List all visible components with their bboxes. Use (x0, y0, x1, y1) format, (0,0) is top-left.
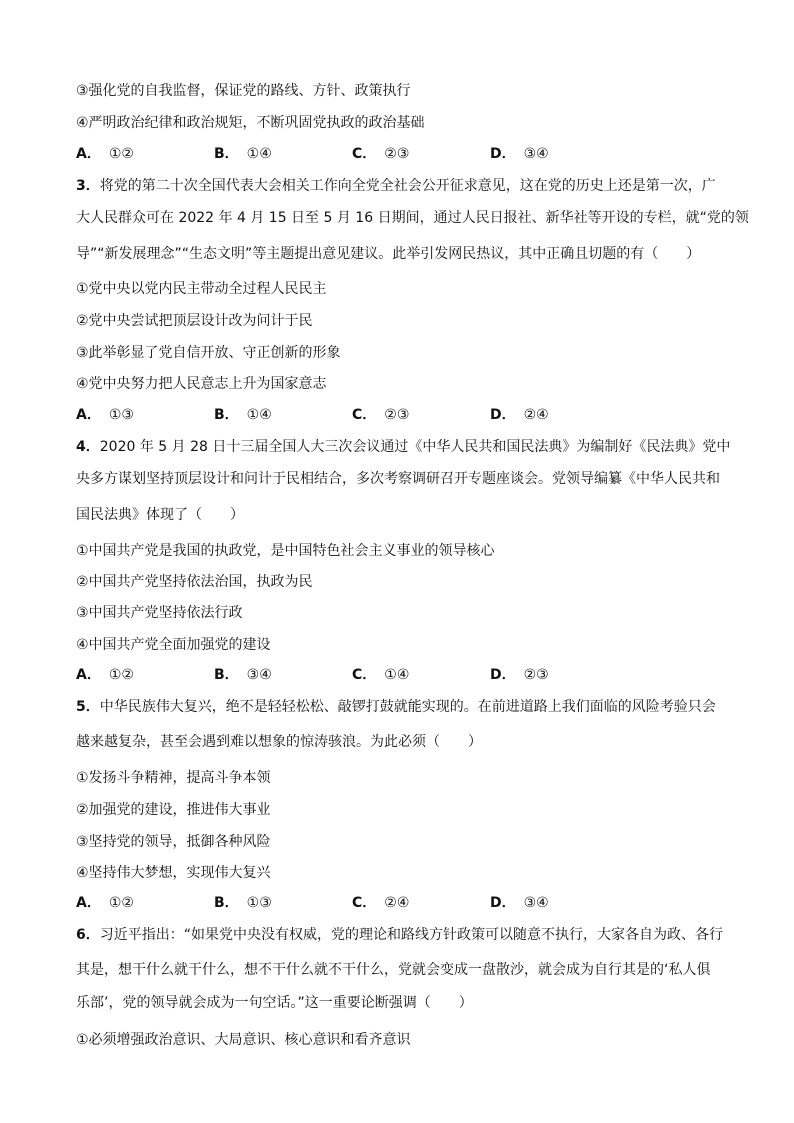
q4-stem-line-1: 4．2020 年 5 月 28 日十三届全国人大三次会议通过《中华人民共和国民法典》为编制好《民法典》党中 (76, 439, 731, 455)
q4-number: 4． (76, 439, 100, 455)
q6-stem-line-2: 其是，想干什么就干什么，想不干什么就不干什么，党就会变成一盘散沙，就会成为自行其是的‘私人俱 (76, 962, 711, 978)
q4-item-1: ①中国共产党是我国的执政党，是中国特色社会主义事业的领导核心 (76, 543, 495, 559)
q2-option-d[interactable]: D． ③④ (490, 146, 549, 162)
q3-stem-line-3: 导”“新发展理念”“生态文明”等主题提出意见建议。此举引发网民热议，其中正确且切题的有（ ） (76, 246, 701, 262)
q6-item-1: ①必须增强政治意识、大局意识、核心意识和看齐意识 (76, 1032, 411, 1048)
q5-option-a[interactable]: A． ①② (76, 895, 134, 911)
q4-option-b[interactable]: B． ③④ (214, 667, 272, 683)
q5-stem-line-1: 5．中华民族伟大复兴，绝不是轻轻松松、敲锣打鼓就能实现的。在前进道路上我们面临的风险考验只会 (76, 699, 716, 715)
q4-option-c[interactable]: C． ①④ (352, 667, 410, 683)
q4-stem-line-2: 央多方谋划坚持顶层设计和问计于民相结合，多次考察调研召开专题座谈会。党领导编纂《中华人民共和 (76, 471, 720, 487)
q2-option-c[interactable]: C． ②③ (352, 146, 410, 162)
q3-item-4: ④党中央努力把人民意志上升为国家意志 (76, 376, 327, 392)
q3-stem-line-1: 3．将党的第二十次全国代表大会相关工作向全党全社会公开征求意见，这在党的历史上还是第一次，广 (76, 178, 716, 194)
q3-option-c[interactable]: C． ②③ (352, 407, 410, 423)
q3-option-a[interactable]: A． ①③ (76, 407, 134, 423)
q3-option-d[interactable]: D． ②④ (490, 407, 549, 423)
q5-item-4: ④坚持伟大梦想，实现伟大复兴 (76, 865, 271, 881)
q6-stem-line-1: 6．习近平指出：“如果党中央没有权威，党的理论和路线方针政策可以随意不执行，大家各自为政、各行 (76, 927, 724, 943)
q2-option-b[interactable]: B． ①④ (214, 146, 272, 162)
q5-option-c[interactable]: C． ②④ (352, 895, 410, 911)
q3-option-b[interactable]: B． ①④ (214, 407, 272, 423)
q4-option-d[interactable]: D． ②③ (490, 667, 549, 683)
q5-item-2: ②加强党的建设，推进伟大事业 (76, 802, 271, 818)
q5-option-d[interactable]: D． ③④ (490, 895, 549, 911)
q2-option-a[interactable]: A． ①② (76, 146, 134, 162)
q2-item-3: ③强化党的自我监督，保证党的路线、方针、政策执行 (76, 83, 411, 99)
q3-stem-line-2: 大人民群众可在 2022 年 4 月 15 日至 5 月 16 日期间，通过人民日报社、新华社等开设的专栏，就“党的领 (76, 210, 749, 226)
q4-option-a[interactable]: A． ①② (76, 667, 134, 683)
q5-item-1: ①发扬斗争精神，提高斗争本领 (76, 770, 271, 786)
q5-stem-line-2: 越来越复杂，甚至会遇到难以想象的惊涛骇浪。为此必须（ ） (76, 734, 482, 750)
q4-item-4: ④中国共产党全面加强党的建设 (76, 637, 271, 653)
q2-item-4: ④严明政治纪律和政治规矩，不断巩固党执政的政治基础 (76, 115, 425, 131)
q3-item-2: ②党中央尝试把顶层设计改为问计于民 (76, 313, 313, 329)
q6-number: 6． (76, 927, 100, 943)
q4-item-2: ②中国共产党坚持依法治国，执政为民 (76, 574, 313, 590)
q3-item-3: ③此举彰显了党自信开放、守正创新的形象 (76, 345, 341, 361)
q3-item-1: ①党中央以党内民主带动全过程人民民主 (76, 281, 327, 297)
q5-option-b[interactable]: B． ①③ (214, 895, 272, 911)
q5-number: 5． (76, 699, 100, 715)
q5-item-3: ③坚持党的领导，抵御各种风险 (76, 834, 271, 850)
q3-number: 3． (76, 178, 100, 194)
q4-item-3: ③中国共产党坚持依法行政 (76, 605, 243, 621)
q6-stem-line-3: 乐部’，党的领导就会成为一句空话。”这一重要论断强调（ ） (76, 995, 473, 1011)
q4-stem-line-3: 国民法典》体现了（ ） (76, 507, 244, 523)
